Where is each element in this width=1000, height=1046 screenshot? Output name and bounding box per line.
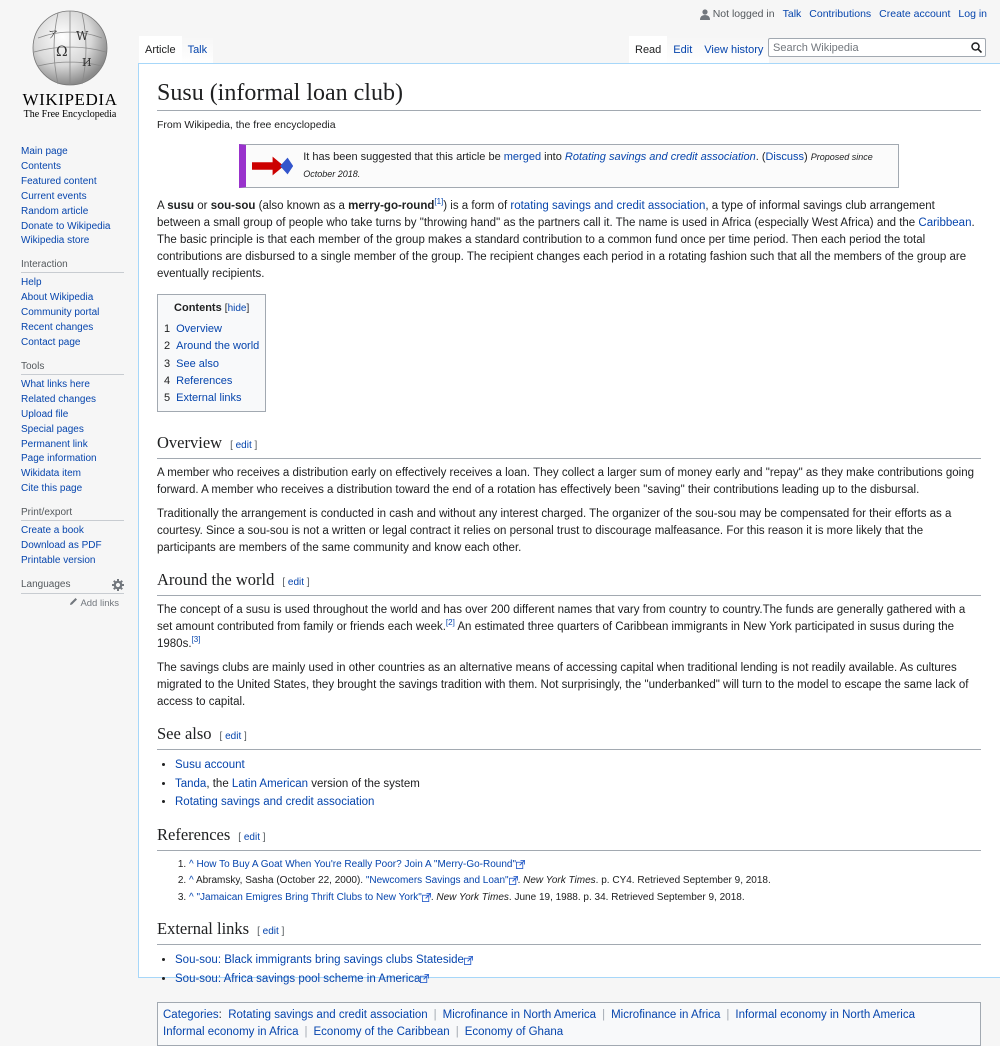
external-link[interactable]: Sou-sou: Black immigrants bring savings clubs Stateside (175, 954, 464, 967)
create-account-link[interactable]: Create account (879, 8, 951, 20)
section-heading-references: References [ edit ] (157, 824, 981, 851)
sidebar-item-help[interactable]: Help (21, 277, 42, 289)
caribbean-link[interactable]: Caribbean (918, 217, 972, 229)
not-logged-in: Not logged in (700, 8, 775, 20)
svg-text:ア: ア (48, 30, 58, 41)
external-link-icon (422, 893, 431, 902)
backlink-caret[interactable]: ^ (189, 891, 194, 903)
section-heading-around-the-world: Around the world [ edit ] (157, 569, 981, 596)
tab-view-history[interactable]: View history (698, 36, 769, 65)
reference-link[interactable]: "Jamaican Emigres Bring Thrift Clubs to New York" (196, 891, 422, 903)
puzzle-globe-icon (28, 8, 112, 88)
wordmark: WIKIPEDIA (22, 90, 118, 109)
proposed-date: Proposed since October 2018. (303, 152, 873, 179)
external-link-icon (420, 974, 429, 983)
search-button[interactable] (967, 39, 985, 57)
sidebar (0, 140, 130, 619)
user-icon (700, 9, 710, 20)
list-item: • Tanda, the Latin American version of the system (175, 775, 981, 794)
lead-paragraph: A susu or sou-sou (also known as a merry-go-round[1]) is a form of rotating savings and credit association, a type of informal savings club arrangement between a small group of people who take turns by "throwing hand" as the partners call it. The name is used in Africa (especially West Africa) and the Caribbean. The basic principle is that each member of the group makes a standard contribution to a common fund once per time period. Then each period the total contributions are disbursed to a single member of the group. The recipient changes each period in a rotating fashion such that all the members of the group are eventually recipients. (157, 197, 975, 280)
list-item (175, 756, 981, 775)
paragraph: Traditionally the arrangement is conducted in cash and without any interest charged. The organizer of the sou-sou may be compensated for their efforts as a courtesy. Since a sou-sou is not a written or legal contract it relies on personal trust to discourage malfeasance. For this reason it is more likely that the participants are members of the same community and know each other. (157, 508, 952, 555)
sidebar-item-featured-content[interactable]: Featured content (21, 175, 97, 187)
external-link-icon (464, 956, 473, 965)
merge-notice (239, 144, 899, 188)
talk-link[interactable]: Talk (782, 8, 802, 20)
edit-section-link[interactable]: edit (243, 831, 260, 843)
category-link[interactable]: Informal economy in North America (735, 1009, 915, 1022)
table-of-contents: Contents [hide] 1 Overview 2 Around the world 3 See also 4 References 5 External links (157, 294, 266, 412)
sidebar-item-wikidata-item[interactable]: Wikidata item (21, 468, 82, 480)
sidebar-item-permanent-link[interactable]: Permanent link (21, 438, 88, 450)
sidebar-item-what-links-here[interactable]: What links here (21, 378, 90, 390)
tagline: The Free Encyclopedia (23, 109, 117, 120)
sidebar-item-store[interactable]: Wikipedia store (21, 235, 90, 247)
backlink-caret[interactable]: ^ (189, 858, 194, 870)
category-link[interactable]: Microfinance in Africa (611, 1009, 721, 1022)
rosca-link[interactable]: rotating savings and credit association (510, 200, 706, 212)
categories-link[interactable]: Categories (163, 1009, 219, 1022)
susu-account-link[interactable]: Susu account (175, 759, 245, 772)
reference-item (189, 857, 981, 874)
portal-heading: Print/export (21, 507, 124, 521)
sidebar-item-download-pdf[interactable]: Download as PDF (21, 540, 102, 552)
sidebar-tools (21, 361, 130, 497)
category-link[interactable]: Economy of Ghana (464, 1026, 564, 1039)
search-icon (971, 42, 982, 53)
edit-section-link[interactable]: edit (235, 440, 252, 452)
sidebar-item-contact[interactable]: Contact page (21, 336, 81, 348)
reference-link[interactable]: "Newcomers Savings and Loan" (365, 875, 509, 887)
article-body (157, 78, 981, 1046)
discuss-link[interactable]: Discuss (765, 151, 804, 163)
paragraph: The concept of a susu is used throughout the world and has over 200 different names that vary from country to country.The funds are generally gathered with a set amount contributed from family or friends each week.[2] An estimated three quarters of Caribbean immigrants in New York participated in susus during the 1980s.[3] (157, 604, 966, 651)
toc-hide-link[interactable]: hide (227, 303, 247, 314)
external-link[interactable]: Sou-sou: Africa savings pool scheme in America (175, 972, 421, 985)
svg-text:Ω: Ω (56, 44, 68, 60)
toc-item[interactable]: 3 See also (164, 357, 219, 370)
portal-heading: Languages (21, 579, 124, 594)
tanda-link[interactable]: Tanda (175, 777, 207, 790)
view-tabs (629, 36, 769, 64)
ref-1-link[interactable]: [1] (434, 197, 444, 207)
merge-target-link[interactable]: Rotating savings and credit association (564, 151, 756, 163)
reference-item: 3. ^ "Jamaican Emigres Bring Thrift Clubs to New York" . New York Times. June 19, 1988. p. 34. Retrieved September 9, 2018. (189, 890, 981, 907)
toc-item[interactable]: 1 Overview (164, 323, 222, 335)
search-input[interactable] (768, 38, 986, 57)
page-title: Susu (informal loan club) (157, 78, 981, 111)
reference-item: 2. ^ Abramsky, Sasha (October 22, 2000). "Newcomers Savings and Loan" . New York Times. p. CY4. Retrieved September 9, 2018. (189, 873, 981, 890)
category-link[interactable]: Economy of the Caribbean (313, 1026, 450, 1039)
edit-section-link[interactable]: edit (225, 731, 242, 743)
portal-heading: Tools (21, 361, 124, 375)
personal-tools (700, 8, 987, 20)
external-links-list (175, 951, 981, 988)
tab-read[interactable]: Read (629, 36, 667, 65)
sidebar-item-special-pages[interactable]: Special pages (21, 423, 84, 435)
list-item (175, 951, 981, 970)
section-heading-overview: Overview [ edit ] (157, 432, 981, 459)
namespace-tabs (139, 36, 213, 64)
sidebar-interaction (21, 259, 130, 351)
rosca-see-also-link[interactable]: Rotating savings and credit association (175, 796, 375, 809)
ref-3-link[interactable]: [3] (191, 635, 201, 645)
sidebar-item-recent-changes[interactable]: Recent changes (21, 322, 94, 334)
sidebar-item-contents[interactable]: Contents (21, 160, 62, 172)
sidebar-item-related-changes[interactable]: Related changes (21, 393, 97, 405)
list-item (175, 793, 981, 812)
see-also-list (175, 756, 981, 812)
gear-icon[interactable] (112, 579, 124, 591)
toc-item[interactable]: 2 Around the world (164, 340, 260, 353)
site-subtitle: From Wikipedia, the free encyclopedia (157, 119, 336, 131)
toc-item[interactable]: 5 External links (164, 392, 242, 405)
merge-text: It has been suggested that this article be merged into Rotating savings and credit association. (Discuss) Proposed since October 2018. (303, 151, 873, 179)
merge-arrow-icon (252, 153, 293, 179)
sidebar-item-create-book[interactable]: Create a book (21, 525, 84, 537)
sidebar-languages (21, 579, 130, 609)
merged-link[interactable]: merged (503, 151, 542, 163)
pencil-icon (69, 597, 78, 606)
sidebar-item-cite-this-page[interactable]: Cite this page (21, 483, 83, 495)
sidebar-item-random-article[interactable]: Random article (21, 205, 89, 217)
section-heading-external-links: External links [ edit ] (157, 918, 981, 945)
svg-text:W: W (76, 29, 89, 43)
sidebar-navigation (21, 145, 130, 249)
backlink-caret[interactable]: ^ (189, 875, 194, 887)
sidebar-item-current-events[interactable]: Current events (21, 190, 87, 202)
external-link-icon (516, 860, 525, 869)
sidebar-item-about[interactable]: About Wikipedia (21, 292, 94, 304)
paragraph: A member who receives a distribution early on effectively receives a loan. They collect a larger sum of money early and "repay" as they make contributions going forward. A member who receives a distribution toward the end of a rotation has effectively been "saving" their contributions leading up to the disbursal. (157, 467, 974, 497)
toc-title: Contents (174, 302, 222, 314)
sidebar-item-upload-file[interactable]: Upload file (21, 408, 69, 420)
sidebar-item-community-portal[interactable]: Community portal (21, 307, 100, 319)
tab-edit[interactable]: Edit (667, 36, 698, 65)
category-link[interactable]: Informal economy in Africa (163, 1026, 299, 1039)
search-placeholder: Search Wikipedia (773, 41, 859, 54)
portal-heading: Interaction (21, 259, 124, 273)
log-in-link[interactable]: Log in (958, 8, 987, 20)
sidebar-print-export (21, 507, 130, 569)
latin-american-link[interactable]: Latin American (231, 777, 308, 790)
tab-talk[interactable]: Talk (182, 36, 214, 65)
sidebar-item-page-information[interactable]: Page information (21, 453, 97, 465)
svg-text:И: И (82, 56, 92, 69)
category-link[interactable]: Rotating savings and credit association (228, 1009, 428, 1022)
edit-section-link[interactable]: edit (262, 926, 279, 938)
sidebar-item-printable-version[interactable]: Printable version (21, 554, 96, 566)
edit-section-link[interactable]: edit (287, 577, 305, 589)
contributions-link[interactable]: Contributions (809, 8, 872, 20)
paragraph: The savings clubs are mainly used in other countries as an alternative means of accessing capital when traditional lending is not readily available. As cultures migrated to the United States, they brought the savings tradition with them. Not surprisingly, the "underbanked" will turn to the model to escape the same lack of access to capital. (157, 662, 969, 709)
ref-2-link[interactable]: [2] (445, 618, 455, 628)
add-links[interactable]: Add links (21, 597, 119, 609)
sidebar-item-donate[interactable]: Donate to Wikipedia (21, 220, 111, 232)
category-links: Categories: Rotating savings and credit association | Microfinance in North America | Microfinance in Africa | Informal economy in North America Informal economy in Africa | Economy of the Caribbean | Economy of Ghana (157, 1002, 981, 1046)
external-link-icon (509, 876, 518, 885)
reference-link[interactable]: How To Buy A Goat When You're Really Poor? Join A "Merry-Go-Round" (196, 858, 517, 870)
wikipedia-logo[interactable] (14, 8, 126, 126)
section-heading-see-also: See also [ edit ] (157, 723, 981, 750)
list-item (175, 970, 981, 989)
content-area (138, 63, 1000, 1039)
tab-article[interactable]: Article (139, 36, 182, 65)
category-link[interactable]: Microfinance in North America (442, 1009, 597, 1022)
references-list (189, 857, 981, 907)
sidebar-item-main-page[interactable]: Main page (21, 146, 68, 157)
toc-item[interactable]: 4 References (164, 374, 233, 387)
